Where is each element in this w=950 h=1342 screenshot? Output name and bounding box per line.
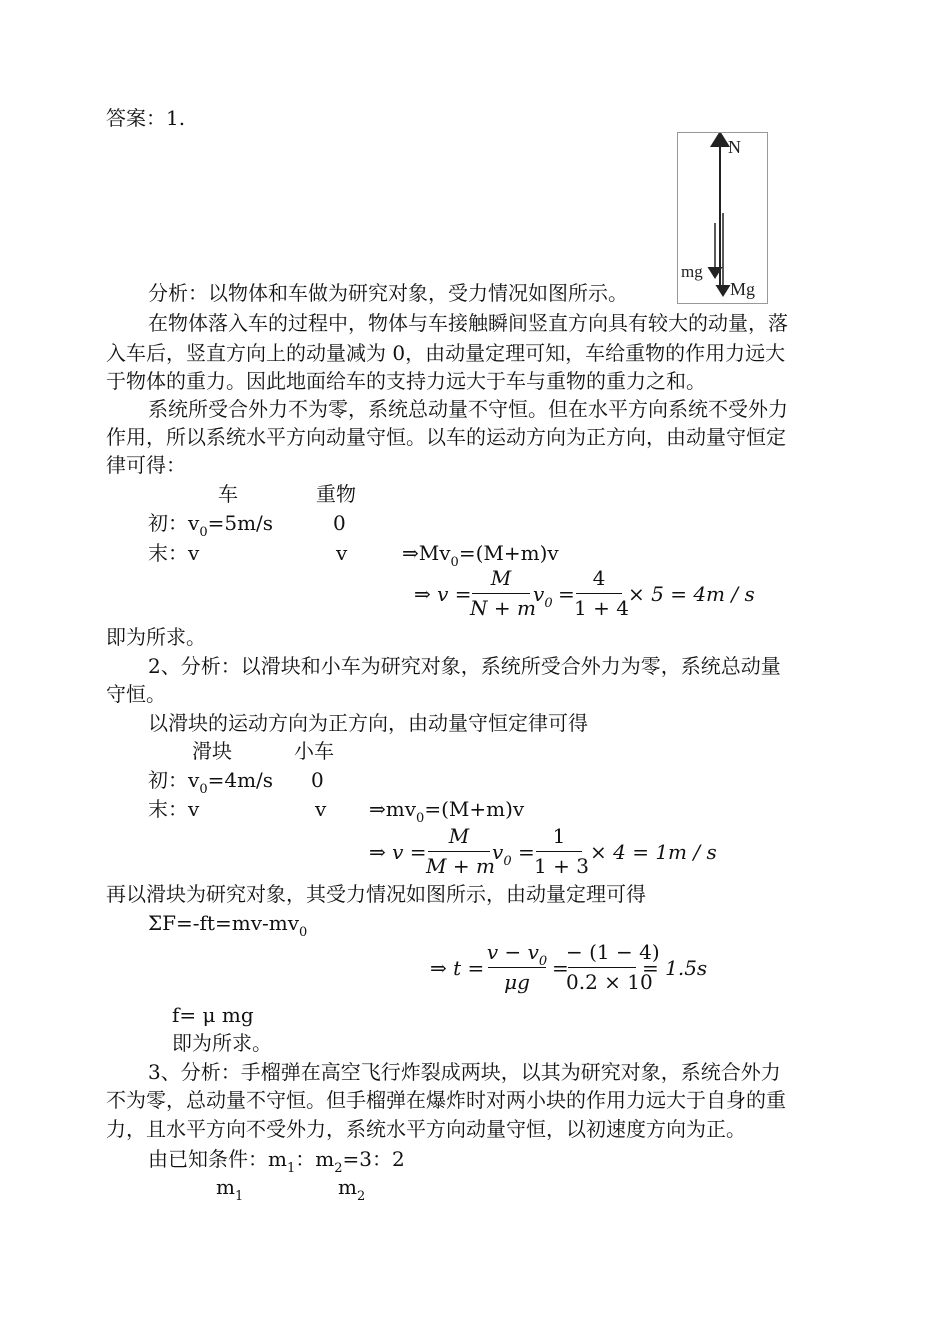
q1-fraction-1 — [470, 566, 536, 622]
q2-init-value: =4m/s — [207, 768, 274, 792]
q2-fraction-4 — [566, 940, 660, 996]
q2-block-study: 再以滑块为研究对象，其受力情况如图所示，由动量定理可得 — [106, 882, 646, 906]
q2-frac4-num: − (1 − 4) — [566, 940, 660, 964]
q1-col-weight: 重物 — [316, 482, 356, 506]
q3-line2: 不为零，总动量不守恒。但手榴弹在爆炸时对两小块的作用力远大于自身的重 — [106, 1088, 786, 1112]
q1-fraction-2 — [574, 566, 629, 622]
q3-col-m1 — [216, 1175, 243, 1203]
q3-col-m1-text: m — [216, 1175, 235, 1199]
q2-fraction-1 — [426, 824, 495, 880]
q2-eq3-lhs: ⇒ t = — [430, 956, 485, 980]
q2-eq2-v-text: v — [492, 840, 504, 864]
q1-para1-line2: 入车后，竖直方向上的动量减为 0，由动量定理可知，车给重物的作用力远大 — [106, 341, 786, 365]
answer-heading: 答案：1. — [106, 106, 186, 130]
q2-frac1-num: M — [448, 824, 470, 848]
q1-col-car: 车 — [218, 482, 238, 506]
q2-eq2-v-sub: 0 — [503, 854, 512, 869]
q2-eq1-sub: 0 — [416, 811, 425, 826]
q1-init-label: 初：v — [148, 511, 200, 535]
q1-frac1-bar — [472, 593, 530, 594]
q2-col-block: 滑块 — [192, 739, 232, 763]
q1-analysis: 分析：以物体和车做为研究对象，受力情况如图所示。 — [148, 281, 628, 305]
q3-given-pre: 由已知条件：m — [148, 1147, 287, 1171]
q1-final-weight: v — [336, 541, 348, 565]
q3-col-m2-sub: 2 — [356, 1189, 366, 1204]
q2-frac1-bar — [428, 851, 490, 852]
q2-frac3-bar — [488, 967, 546, 968]
q3-given-sub1: 1 — [286, 1161, 296, 1176]
q1-eq2-rhs: × 5 = 4m / s — [628, 582, 755, 606]
q2-frac2-num: 1 — [552, 824, 566, 848]
q2-frac3-num — [486, 940, 548, 969]
q2-fraction-2 — [534, 824, 589, 880]
q1-para2-line3: 律可得： — [106, 453, 186, 477]
q2-col-cart: 小车 — [294, 739, 334, 763]
q2-eq2-rhs: × 4 = 1m / s — [590, 840, 717, 864]
q3-line3: 力，且水平方向不受外力，系统水平方向动量守恒，以初速度方向为正。 — [106, 1117, 746, 1141]
q2-eq1-post: =(M+m)v — [424, 797, 525, 821]
q3-given-mid: ：m — [295, 1147, 335, 1171]
q1-init-weight: 0 — [333, 511, 346, 535]
q1-init-value: =5m/s — [207, 511, 274, 535]
q2-frac2-den: 1 + 3 — [534, 854, 589, 878]
q1-frac2-num: 4 — [592, 566, 606, 590]
q2-frac3-num-sub: 0 — [538, 954, 548, 969]
q1-frac1-num: M — [490, 566, 512, 590]
q2-eq1-pre: ⇒mv — [369, 797, 417, 821]
q2-impulse-sub: 0 — [299, 925, 308, 940]
q2-final-cart: v — [315, 797, 327, 821]
q1-para1-line1: 在物体落入车的过程中，物体与车接触瞬间竖直方向具有较大的动量，落 — [148, 311, 788, 335]
q2-frac3-num-text: v − v — [486, 940, 539, 964]
force-diagram-svg — [678, 133, 767, 303]
q1-eq2-v-text: v — [533, 582, 545, 606]
label-Mg: Mg — [730, 279, 756, 299]
q3-col-m1-sub: 1 — [234, 1189, 244, 1204]
q3-given-post: =3：2 — [342, 1147, 405, 1171]
q2-eq2-lhs: ⇒ v = — [369, 840, 427, 864]
q2-friction: f= μ mg — [172, 1003, 254, 1027]
q1-frac1-den: N + m — [470, 596, 536, 620]
q1-final-label: 末：v — [148, 541, 200, 565]
q2-eq2-v — [492, 840, 512, 868]
q2-initial-row — [148, 768, 273, 796]
force-diagram — [677, 132, 768, 304]
q1-eq2-v — [533, 582, 553, 610]
q1-para2-line2: 作用，所以系统水平方向动量守恒。以车的运动方向为正方向，由动量守恒定 — [106, 425, 786, 449]
q3-col-m2 — [338, 1175, 365, 1203]
label-mg: mg — [681, 262, 703, 281]
q1-eq2-v-sub: 0 — [544, 596, 553, 611]
q1-frac2-bar — [576, 593, 622, 594]
q2-frac4-den: 0.2 × 10 — [566, 970, 653, 994]
label-N: N — [728, 137, 741, 157]
q1-initial-row — [148, 511, 273, 539]
q1-momentum-equation — [402, 541, 559, 569]
q2-eq3-rhs: = 1.5s — [642, 956, 708, 980]
q1-eq2-equals: = — [558, 582, 575, 606]
q2-init-cart: 0 — [311, 768, 324, 792]
q2-conclusion: 即为所求。 — [172, 1031, 272, 1055]
q2-frac2-bar — [536, 851, 582, 852]
q1-eq1-sub: 0 — [450, 555, 459, 570]
q1-para2-line1: 系统所受合外力不为零，系统总动量不守恒。但在水平方向系统不受外力 — [148, 397, 788, 421]
q2-init-label: 初：v — [148, 768, 200, 792]
q1-init-sub: 0 — [199, 525, 208, 540]
q2-momentum-equation — [369, 797, 524, 825]
q1-eq1-post: =(M+m)v — [458, 541, 559, 565]
q1-eq1-pre: ⇒Mv — [402, 541, 451, 565]
q2-fraction-3 — [486, 940, 548, 996]
q1-conclusion: 即为所求。 — [106, 625, 206, 649]
q3-given — [148, 1147, 405, 1175]
q1-para1-line3: 于物体的重力。因此地面给车的支持力远大于车与重物的重力之和。 — [106, 369, 706, 393]
q2-direction: 以滑块的运动方向为正方向，由动量守恒定律可得 — [148, 711, 588, 735]
q2-final-label: 末：v — [148, 797, 200, 821]
q1-eq2-lhs: ⇒ v = — [414, 582, 472, 606]
q2-frac4-bar — [568, 967, 636, 968]
q2-analysis-line2: 守恒。 — [106, 682, 166, 706]
q2-eq3-equals: = — [552, 956, 569, 980]
q3-col-m2-text: m — [338, 1175, 357, 1199]
q2-frac1-den: M + m — [426, 854, 495, 878]
q1-frac2-den: 1 + 4 — [574, 596, 629, 620]
q3-line1: 3、分析：手榴弹在高空飞行炸裂成两块，以其为研究对象，系统合外力 — [148, 1060, 781, 1084]
q3-given-sub2: 2 — [334, 1161, 343, 1176]
q2-eq2-equals: = — [518, 840, 535, 864]
q2-frac3-den: μg — [504, 970, 530, 994]
q2-analysis-line1: 2、分析：以滑块和小车为研究对象，系统所受合外力为零，系统总动量 — [148, 654, 781, 678]
q2-impulse-equation — [148, 911, 307, 939]
q2-init-sub: 0 — [199, 782, 208, 797]
q2-impulse-text: ΣF=-ft=mv-mv — [148, 911, 300, 935]
